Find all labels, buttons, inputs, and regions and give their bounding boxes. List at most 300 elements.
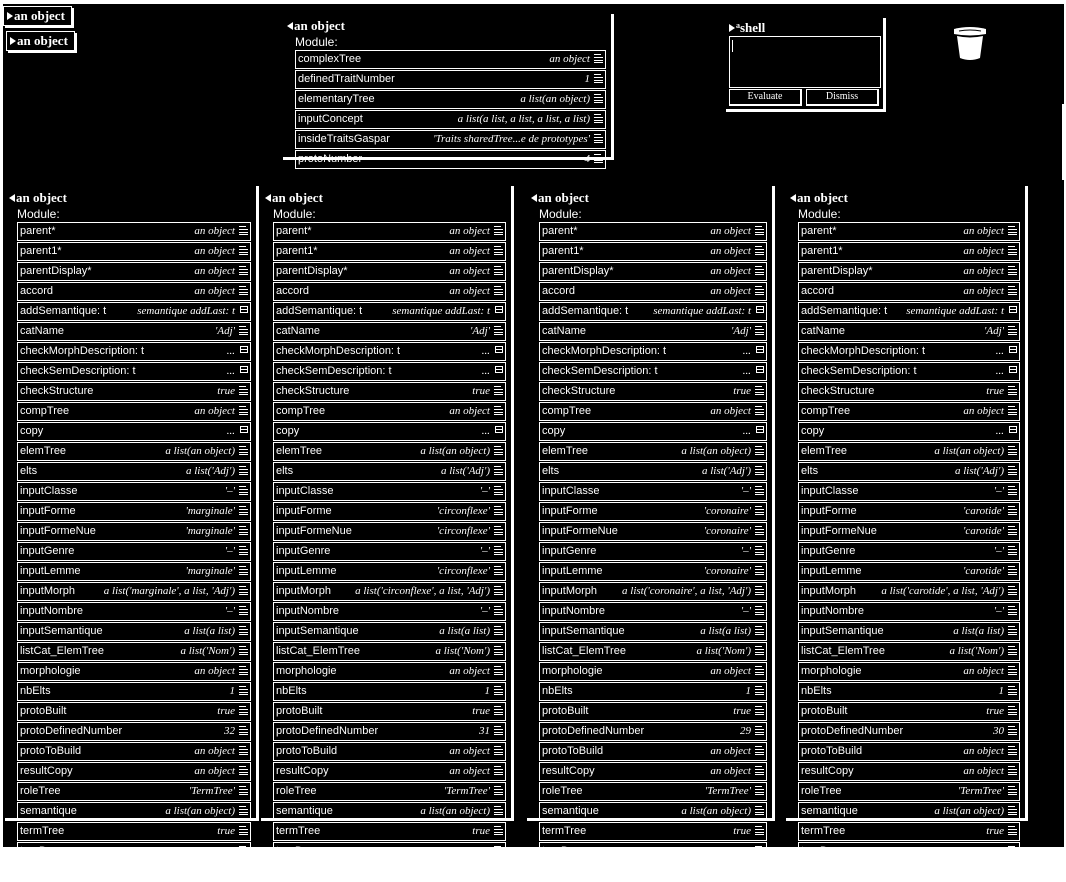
slot-menu-icon[interactable]: [755, 845, 764, 855]
slot-row[interactable]: [295, 150, 606, 169]
slot-value[interactable]: '–': [993, 485, 1004, 497]
slot-name[interactable]: inputClasse: [542, 485, 600, 497]
slot-value[interactable]: true: [217, 385, 235, 397]
slot-name[interactable]: treeDown: [542, 845, 590, 857]
slot-menu-icon[interactable]: [494, 385, 503, 395]
slot-row[interactable]: [798, 742, 1020, 761]
slot-value[interactable]: 4: [584, 153, 590, 165]
slot-menu-icon[interactable]: [755, 325, 764, 335]
slot-name[interactable]: termTree: [542, 825, 587, 837]
slot-value[interactable]: an object: [963, 245, 1004, 257]
slot-value[interactable]: a list('carotide', a list, 'Adj'): [881, 585, 1004, 597]
slot-row[interactable]: [273, 562, 506, 581]
slot-name[interactable]: inputNombre: [542, 605, 605, 617]
slot-name[interactable]: morphologie: [20, 665, 81, 677]
slot-menu-icon[interactable]: [594, 113, 603, 123]
slot-row[interactable]: [798, 422, 1020, 441]
slot-row[interactable]: [273, 222, 506, 241]
slot-menu-icon[interactable]: [494, 405, 503, 415]
slot-menu-icon[interactable]: [755, 625, 764, 635]
slot-menu-icon[interactable]: [755, 865, 764, 875]
slot-name[interactable]: checkStructure: [20, 385, 94, 397]
slot-row[interactable]: [539, 322, 767, 341]
slot-name[interactable]: complexTree: [298, 53, 362, 65]
slot-menu-icon[interactable]: [1008, 225, 1017, 235]
object-outliner-1[interactable]: [5, 186, 259, 877]
slot-value[interactable]: an object: [194, 865, 235, 877]
slot-row[interactable]: [273, 662, 506, 681]
object-outliner-3[interactable]: [527, 186, 775, 877]
method-box-icon[interactable]: [1009, 426, 1017, 433]
slot-value[interactable]: 'circonflexe': [436, 505, 490, 517]
slot-row[interactable]: [17, 442, 251, 461]
slot-menu-icon[interactable]: [1008, 705, 1017, 715]
object-outliner-4[interactable]: [786, 186, 1028, 877]
slot-name[interactable]: parent*: [276, 225, 312, 237]
slot-row[interactable]: [798, 342, 1020, 361]
slot-menu-icon[interactable]: [494, 465, 503, 475]
slot-row[interactable]: [273, 602, 506, 621]
slot-row[interactable]: [539, 242, 767, 261]
slot-row[interactable]: [539, 762, 767, 781]
collapse-triangle-icon[interactable]: [265, 194, 271, 202]
slot-name[interactable]: roleTree: [542, 785, 583, 797]
slot-menu-icon[interactable]: [239, 705, 248, 715]
method-box-icon[interactable]: [240, 366, 248, 373]
slot-row[interactable]: [17, 682, 251, 701]
collapsed-object-1[interactable]: [3, 6, 72, 26]
slot-row[interactable]: [539, 462, 767, 481]
trash-can-icon[interactable]: [951, 26, 989, 62]
outliner-title[interactable]: [790, 190, 848, 206]
slot-row[interactable]: [539, 742, 767, 761]
slot-row[interactable]: [539, 422, 767, 441]
slot-name[interactable]: inputNombre: [20, 605, 83, 617]
slot-name[interactable]: elemTree: [801, 445, 848, 457]
method-box-icon[interactable]: [240, 346, 248, 353]
slot-value[interactable]: an object: [194, 285, 235, 297]
slot-menu-icon[interactable]: [239, 485, 248, 495]
slot-value[interactable]: an object: [194, 245, 235, 257]
slot-row[interactable]: [17, 382, 251, 401]
slot-name[interactable]: inputGenre: [542, 545, 597, 557]
slot-row[interactable]: [798, 582, 1020, 601]
slot-name[interactable]: elts: [276, 465, 294, 477]
shell-triangle-icon[interactable]: [729, 24, 735, 32]
slot-menu-icon[interactable]: [755, 525, 764, 535]
slot-row[interactable]: [295, 130, 606, 149]
slot-row[interactable]: [17, 462, 251, 481]
slot-row[interactable]: [539, 582, 767, 601]
slot-menu-icon[interactable]: [755, 785, 764, 795]
slot-menu-icon[interactable]: [1008, 385, 1017, 395]
slot-row[interactable]: [273, 782, 506, 801]
slot-name[interactable]: elts: [20, 465, 38, 477]
slot-name[interactable]: protoBuilt: [20, 705, 67, 717]
slot-menu-icon[interactable]: [755, 605, 764, 615]
slot-row[interactable]: [539, 402, 767, 421]
slot-value[interactable]: an object: [449, 225, 490, 237]
slot-value[interactable]: '–': [479, 605, 490, 617]
slot-row[interactable]: [798, 222, 1020, 241]
slot-value[interactable]: ...: [481, 425, 490, 437]
slot-name[interactable]: inputForme: [801, 505, 857, 517]
slot-menu-icon[interactable]: [239, 285, 248, 295]
slot-menu-icon[interactable]: [1008, 405, 1017, 415]
slot-menu-icon[interactable]: [1008, 465, 1017, 475]
slot-menu-icon[interactable]: [239, 825, 248, 835]
slot-name[interactable]: termTree: [20, 825, 65, 837]
slot-row[interactable]: [17, 862, 251, 881]
slot-name[interactable]: inputMorph: [20, 585, 76, 597]
slot-menu-icon[interactable]: [1008, 445, 1017, 455]
slot-name[interactable]: morphologie: [276, 665, 337, 677]
slot-menu-icon[interactable]: [755, 685, 764, 695]
slot-menu-icon[interactable]: [755, 645, 764, 655]
slot-value[interactable]: an object: [710, 845, 751, 857]
slot-row[interactable]: [273, 682, 506, 701]
slot-name[interactable]: listCat_ElemTree: [801, 645, 885, 657]
slot-menu-icon[interactable]: [494, 505, 503, 515]
slot-name[interactable]: inputFormeNue: [801, 525, 877, 537]
slot-name[interactable]: termTree: [801, 825, 846, 837]
slot-name[interactable]: catName: [542, 325, 587, 337]
slot-value[interactable]: 1: [229, 685, 235, 697]
slot-name[interactable]: inputForme: [542, 505, 598, 517]
slot-menu-icon[interactable]: [494, 605, 503, 615]
slot-value[interactable]: ...: [481, 345, 490, 357]
expand-triangle-icon[interactable]: [10, 37, 16, 45]
slot-value[interactable]: 32: [224, 725, 235, 737]
slot-menu-icon[interactable]: [239, 565, 248, 575]
slot-name[interactable]: inputSemantique: [542, 625, 625, 637]
slot-value[interactable]: an object: [710, 745, 751, 757]
slot-menu-icon[interactable]: [239, 245, 248, 255]
slot-menu-icon[interactable]: [494, 725, 503, 735]
slot-menu-icon[interactable]: [494, 785, 503, 795]
slot-name[interactable]: checkSemDescription: t: [276, 365, 392, 377]
slot-menu-icon[interactable]: [1008, 645, 1017, 655]
slot-name[interactable]: copy: [801, 425, 825, 437]
slot-name[interactable]: parent*: [542, 225, 578, 237]
slot-name[interactable]: inputSemantique: [276, 625, 359, 637]
slot-value[interactable]: true: [472, 705, 490, 717]
slot-value[interactable]: an object: [710, 285, 751, 297]
slot-value[interactable]: ...: [226, 425, 235, 437]
slot-value[interactable]: a list(a list, a list, a list, a list): [457, 113, 590, 125]
slot-value[interactable]: 1: [998, 685, 1004, 697]
slot-row[interactable]: [798, 702, 1020, 721]
slot-value[interactable]: '–': [479, 485, 490, 497]
slot-value[interactable]: '–': [740, 485, 751, 497]
slot-row[interactable]: [273, 462, 506, 481]
slot-menu-icon[interactable]: [239, 785, 248, 795]
method-box-icon[interactable]: [240, 306, 248, 313]
slot-value[interactable]: an object: [710, 245, 751, 257]
slot-name[interactable]: roleTree: [276, 785, 317, 797]
slot-menu-icon[interactable]: [755, 825, 764, 835]
slot-value[interactable]: a list(an object): [934, 445, 1004, 457]
slot-value[interactable]: a list('Nom'): [696, 645, 751, 657]
slot-row[interactable]: [17, 722, 251, 741]
slot-row[interactable]: [273, 262, 506, 281]
slot-name[interactable]: checkSemDescription: t: [20, 365, 136, 377]
slot-row[interactable]: [798, 662, 1020, 681]
slot-name[interactable]: compTree: [276, 405, 326, 417]
slot-name[interactable]: inputClasse: [20, 485, 78, 497]
slot-menu-icon[interactable]: [494, 765, 503, 775]
slot-name[interactable]: inputMorph: [276, 585, 332, 597]
slot-value[interactable]: ...: [995, 425, 1004, 437]
slot-menu-icon[interactable]: [594, 53, 603, 63]
slot-name[interactable]: semantique: [276, 805, 333, 817]
slot-value[interactable]: semantique addLast: t: [392, 305, 490, 317]
slot-name[interactable]: accord: [542, 285, 576, 297]
slot-value[interactable]: an object: [963, 865, 1004, 877]
slot-row[interactable]: [273, 622, 506, 641]
slot-name[interactable]: protoBuilt: [801, 705, 848, 717]
slot-value[interactable]: 'carotide': [963, 565, 1004, 577]
method-box-icon[interactable]: [1009, 306, 1017, 313]
slot-row[interactable]: [273, 802, 506, 821]
slot-menu-icon[interactable]: [239, 685, 248, 695]
slot-name[interactable]: roleTree: [801, 785, 842, 797]
slot-row[interactable]: [273, 522, 506, 541]
slot-value[interactable]: ...: [226, 365, 235, 377]
slot-row[interactable]: [273, 242, 506, 261]
slot-name[interactable]: protoToBuild: [801, 745, 863, 757]
slot-row[interactable]: [539, 222, 767, 241]
slot-row[interactable]: [273, 542, 506, 561]
slot-name[interactable]: checkMorphDescription: t: [801, 345, 926, 357]
slot-menu-icon[interactable]: [1008, 565, 1017, 575]
slot-row[interactable]: [273, 422, 506, 441]
slot-name[interactable]: inputForme: [20, 505, 76, 517]
slot-name[interactable]: inputMorph: [542, 585, 598, 597]
slot-name[interactable]: treeUp: [276, 865, 310, 877]
slot-value[interactable]: 1: [745, 685, 751, 697]
slot-value[interactable]: an object: [710, 865, 751, 877]
shell-input[interactable]: [729, 36, 881, 88]
slot-value[interactable]: 'TermTree': [443, 785, 490, 797]
slot-menu-icon[interactable]: [239, 665, 248, 675]
slot-menu-icon[interactable]: [755, 665, 764, 675]
slot-row[interactable]: [539, 502, 767, 521]
slot-value[interactable]: an object: [194, 405, 235, 417]
slot-row[interactable]: [539, 642, 767, 661]
slot-menu-icon[interactable]: [494, 745, 503, 755]
slot-name[interactable]: termTree: [276, 825, 321, 837]
slot-name[interactable]: inputClasse: [801, 485, 859, 497]
slot-row[interactable]: [17, 302, 251, 321]
slot-row[interactable]: [539, 302, 767, 321]
slot-value[interactable]: 29: [740, 725, 751, 737]
slot-name[interactable]: listCat_ElemTree: [542, 645, 626, 657]
slot-value[interactable]: a list('Nom'): [180, 645, 235, 657]
slot-menu-icon[interactable]: [494, 625, 503, 635]
slot-name[interactable]: treeUp: [801, 865, 835, 877]
slot-row[interactable]: [798, 462, 1020, 481]
evaluate-button[interactable]: Evaluate: [729, 89, 802, 106]
slot-value[interactable]: true: [733, 385, 751, 397]
slot-value[interactable]: an object: [963, 845, 1004, 857]
slot-value[interactable]: true: [733, 705, 751, 717]
slot-row[interactable]: [295, 50, 606, 69]
collapse-triangle-icon[interactable]: [790, 194, 796, 202]
slot-row[interactable]: [798, 822, 1020, 841]
slot-value[interactable]: a list(an object): [420, 805, 490, 817]
slot-value[interactable]: 'marginale': [185, 525, 235, 537]
slot-value[interactable]: an object: [449, 865, 490, 877]
slot-menu-icon[interactable]: [1008, 585, 1017, 595]
slot-name[interactable]: protoToBuild: [20, 745, 82, 757]
method-box-icon[interactable]: [756, 426, 764, 433]
slot-name[interactable]: nbElts: [542, 685, 573, 697]
slot-menu-icon[interactable]: [1008, 245, 1017, 255]
slot-value[interactable]: 'TermTree': [957, 785, 1004, 797]
slot-row[interactable]: [539, 702, 767, 721]
slot-row[interactable]: [17, 502, 251, 521]
slot-name[interactable]: resultCopy: [20, 765, 73, 777]
slot-name[interactable]: parent1*: [276, 245, 318, 257]
slot-menu-icon[interactable]: [755, 405, 764, 415]
outliner-title[interactable]: [531, 190, 589, 206]
slot-menu-icon[interactable]: [494, 285, 503, 295]
slot-menu-icon[interactable]: [1008, 485, 1017, 495]
slot-value[interactable]: 'coronaire': [703, 565, 751, 577]
slot-row[interactable]: [798, 682, 1020, 701]
slot-name[interactable]: elemTree: [20, 445, 67, 457]
slot-name[interactable]: morphologie: [542, 665, 603, 677]
slot-row[interactable]: [798, 502, 1020, 521]
slot-row[interactable]: [798, 242, 1020, 261]
slot-menu-icon[interactable]: [239, 225, 248, 235]
slot-menu-icon[interactable]: [1008, 765, 1017, 775]
slot-value[interactable]: a list(a list): [184, 625, 235, 637]
slot-value[interactable]: a list('Adj'): [440, 465, 490, 477]
method-box-icon[interactable]: [240, 426, 248, 433]
slot-menu-icon[interactable]: [755, 585, 764, 595]
slot-menu-icon[interactable]: [494, 545, 503, 555]
slot-name[interactable]: protoDefinedNumber: [801, 725, 904, 737]
slot-value[interactable]: an object: [963, 265, 1004, 277]
slot-value[interactable]: an object: [963, 285, 1004, 297]
slot-row[interactable]: [539, 782, 767, 801]
slot-name[interactable]: parentDisplay*: [542, 265, 614, 277]
slot-name[interactable]: protoNumber: [298, 153, 363, 165]
slot-row[interactable]: [17, 842, 251, 861]
slot-menu-icon[interactable]: [239, 625, 248, 635]
slot-row[interactable]: [17, 322, 251, 341]
object-outliner-2[interactable]: [261, 186, 514, 877]
slot-value[interactable]: true: [217, 705, 235, 717]
dismiss-button[interactable]: Dismiss: [806, 89, 879, 106]
slot-row[interactable]: [798, 602, 1020, 621]
slot-menu-icon[interactable]: [239, 445, 248, 455]
slot-name[interactable]: copy: [20, 425, 44, 437]
shell-window[interactable]: [726, 18, 886, 112]
slot-value[interactable]: an object: [449, 245, 490, 257]
slot-row[interactable]: [17, 482, 251, 501]
slot-name[interactable]: checkMorphDescription: t: [20, 345, 145, 357]
slot-value[interactable]: 'Adj': [215, 325, 235, 337]
slot-value[interactable]: a list(a list): [700, 625, 751, 637]
slot-row[interactable]: [798, 842, 1020, 861]
slot-menu-icon[interactable]: [239, 645, 248, 655]
slot-menu-icon[interactable]: [1008, 865, 1017, 875]
slot-name[interactable]: copy: [276, 425, 300, 437]
slot-name[interactable]: protoDefinedNumber: [276, 725, 379, 737]
slot-row[interactable]: [539, 482, 767, 501]
slot-value[interactable]: 'carotide': [963, 505, 1004, 517]
slot-value[interactable]: '–': [224, 485, 235, 497]
slot-name[interactable]: inputSemantique: [801, 625, 884, 637]
slot-menu-icon[interactable]: [1008, 625, 1017, 635]
slot-row[interactable]: [798, 402, 1020, 421]
slot-name[interactable]: catName: [276, 325, 321, 337]
slot-value[interactable]: 'marginale': [185, 565, 235, 577]
slot-menu-icon[interactable]: [239, 605, 248, 615]
slot-row[interactable]: [798, 762, 1020, 781]
slot-value[interactable]: '–': [993, 605, 1004, 617]
slot-menu-icon[interactable]: [594, 133, 603, 143]
slot-row[interactable]: [273, 342, 506, 361]
slot-value[interactable]: 'Traits sharedTree...e de prototypes': [433, 133, 590, 145]
slot-value[interactable]: a list(an object): [165, 805, 235, 817]
slot-name[interactable]: inputSemantique: [20, 625, 103, 637]
slot-value[interactable]: a list('Nom'): [435, 645, 490, 657]
slot-menu-icon[interactable]: [755, 445, 764, 455]
slot-value[interactable]: 'Adj': [731, 325, 751, 337]
slot-menu-icon[interactable]: [755, 285, 764, 295]
slot-menu-icon[interactable]: [239, 385, 248, 395]
slot-name[interactable]: semantique: [20, 805, 77, 817]
slot-name[interactable]: accord: [20, 285, 54, 297]
slot-menu-icon[interactable]: [494, 525, 503, 535]
desktop[interactable]: [3, 4, 1064, 877]
slot-value[interactable]: an object: [963, 405, 1004, 417]
slot-row[interactable]: [17, 282, 251, 301]
slot-name[interactable]: parent1*: [542, 245, 584, 257]
slot-name[interactable]: addSemantique: t: [801, 305, 888, 317]
slot-menu-icon[interactable]: [594, 153, 603, 163]
slot-row[interactable]: [798, 482, 1020, 501]
collapse-triangle-icon[interactable]: [531, 194, 537, 202]
slot-name[interactable]: inputLemme: [542, 565, 603, 577]
slot-value[interactable]: 'circonflexe': [436, 525, 490, 537]
outliner-title[interactable]: [287, 18, 345, 34]
slot-value[interactable]: true: [986, 705, 1004, 717]
slot-value[interactable]: '–': [740, 545, 751, 557]
slot-menu-icon[interactable]: [494, 565, 503, 575]
slot-name[interactable]: parentDisplay*: [276, 265, 348, 277]
slot-name[interactable]: copy: [542, 425, 566, 437]
method-box-icon[interactable]: [756, 306, 764, 313]
slot-menu-icon[interactable]: [239, 505, 248, 515]
slot-name[interactable]: nbElts: [276, 685, 307, 697]
slot-name[interactable]: accord: [801, 285, 835, 297]
slot-value[interactable]: ...: [226, 345, 235, 357]
slot-row[interactable]: [798, 622, 1020, 641]
slot-value[interactable]: 'TermTree': [704, 785, 751, 797]
slot-menu-icon[interactable]: [239, 865, 248, 875]
slot-row[interactable]: [798, 282, 1020, 301]
slot-menu-icon[interactable]: [755, 505, 764, 515]
slot-name[interactable]: listCat_ElemTree: [276, 645, 360, 657]
slot-value[interactable]: ...: [995, 345, 1004, 357]
slot-menu-icon[interactable]: [755, 265, 764, 275]
slot-name[interactable]: inputGenre: [801, 545, 856, 557]
